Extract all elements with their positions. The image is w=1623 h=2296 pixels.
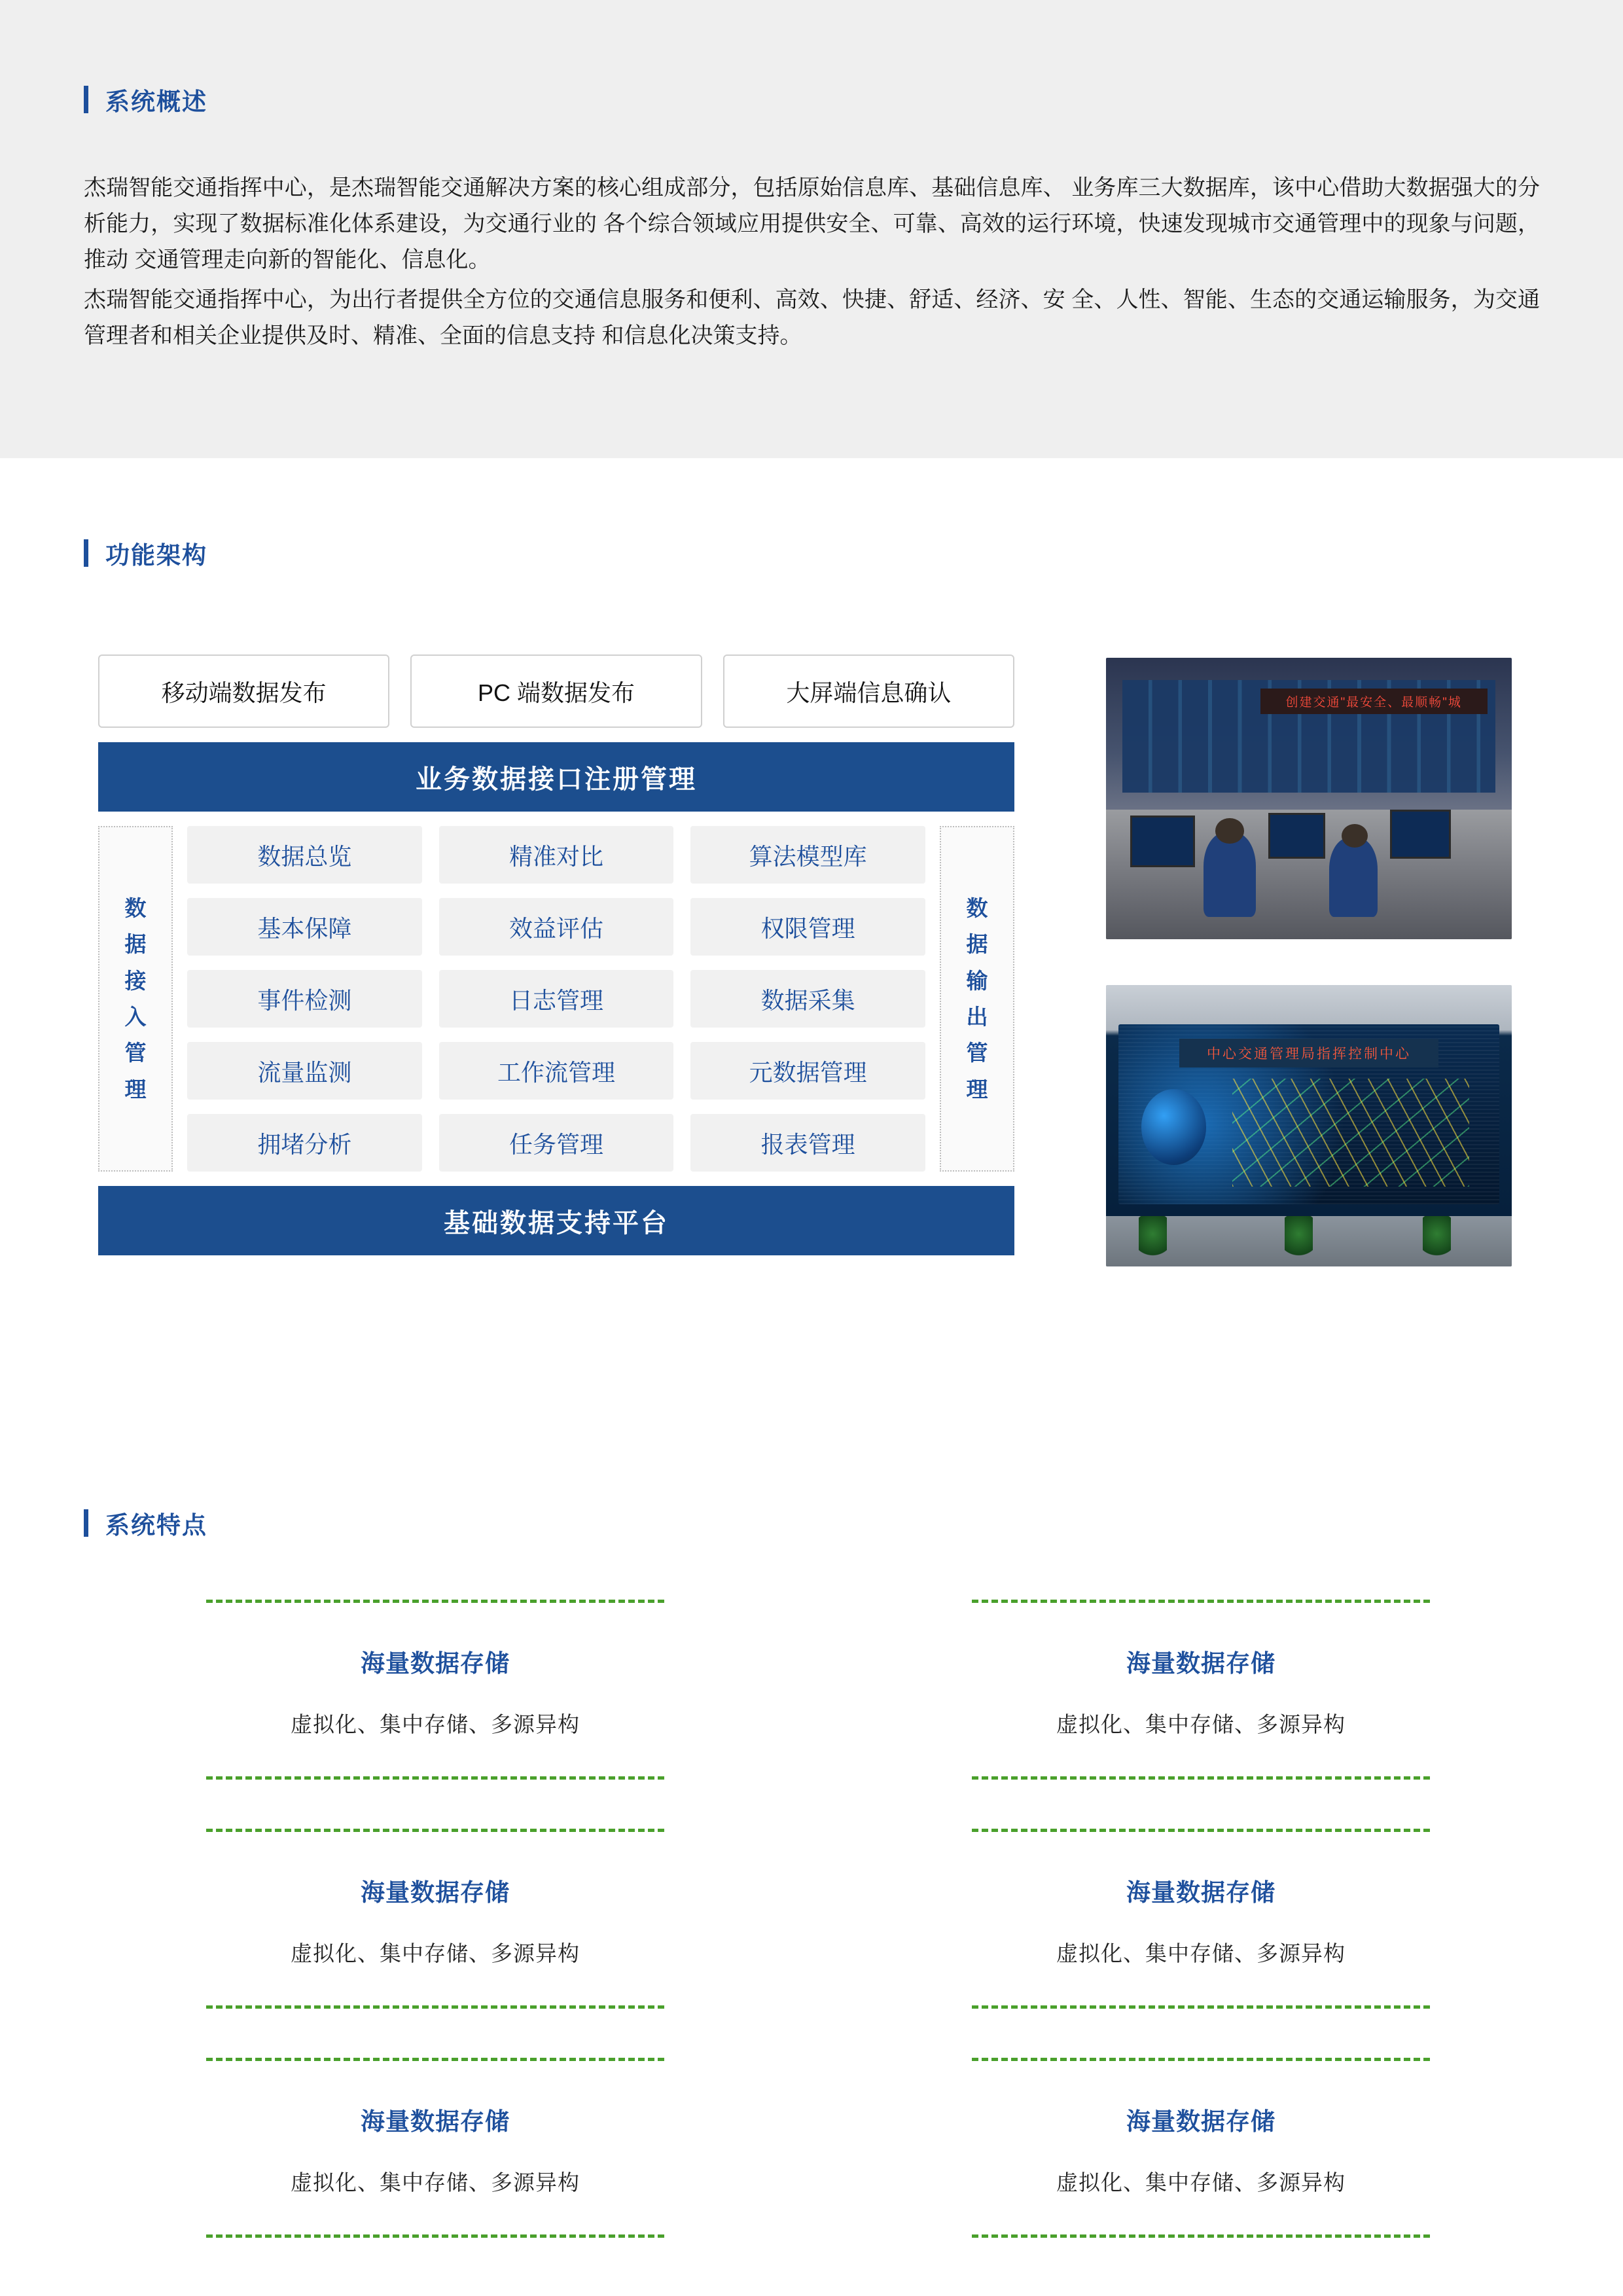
module-cell: 数据总览 [187, 826, 422, 884]
control-room-banner-text: 创建交通"最安全、最顺畅"城 [1260, 689, 1488, 714]
dashed-divider-bottom [206, 2234, 664, 2238]
features-grid [151, 1577, 1486, 2265]
control-room-photo [1106, 658, 1512, 939]
architecture-photos [1106, 658, 1512, 1312]
plant-decor [1423, 1216, 1451, 1261]
feature-card [916, 1806, 1486, 2036]
overview-paragraph-2: 杰瑞智能交通指挥中心，为出行者提供全方位的交通信息服务和便利、高效、快捷、舒适、经济、安 全、人性、智能、生态的交通运输服务，为交通管理者和相关企业提供及时、精准、全面的信息支持 和信息化决策支持。 [84, 287, 1540, 349]
dashed-divider-bottom [206, 1776, 664, 1780]
feature-heading: 海量数据存储 [1126, 2108, 1275, 2135]
module-grid [187, 826, 925, 1172]
data-input-management-column [98, 826, 173, 1172]
dashed-divider-top [972, 1600, 1430, 1603]
channel-pc: PC 端数据发布 [410, 655, 702, 728]
module-cell: 权限管理 [690, 898, 925, 956]
dashed-divider-top [206, 1600, 664, 1603]
module-cell: 日志管理 [439, 970, 674, 1028]
features-section-title [84, 1505, 207, 1541]
architecture-diagram [98, 655, 1014, 1255]
feature-subtitle: 虚拟化、集中存储、多源异构 [291, 1941, 580, 1965]
data-output-management-label: 数 据 输 出 管 理 [966, 895, 988, 1102]
feature-subtitle: 虚拟化、集中存储、多源异构 [291, 1712, 580, 1736]
module-cell: 基本保障 [187, 898, 422, 956]
module-cell: 数据采集 [690, 970, 925, 1028]
module-cell: 元数据管理 [690, 1042, 925, 1100]
feature-subtitle: 虚拟化、集中存储、多源异构 [1056, 1941, 1346, 1965]
module-cell: 效益评估 [439, 898, 674, 956]
module-cell: 精准对比 [439, 826, 674, 884]
dashed-divider-top [206, 1829, 664, 1832]
publish-channel-row [98, 655, 1014, 728]
overview-section-title [84, 82, 207, 117]
dashed-divider-bottom [972, 2005, 1430, 2009]
globe-graphic [1141, 1089, 1206, 1165]
feature-subtitle: 虚拟化、集中存储、多源异构 [1056, 2170, 1346, 2195]
module-cell: 事件检测 [187, 970, 422, 1028]
led-wall-photo [1106, 985, 1512, 1266]
traffic-map-graphic [1232, 1079, 1469, 1187]
module-cell: 报表管理 [690, 1114, 925, 1172]
overview-body [84, 170, 1540, 358]
section-accent-bar [84, 1509, 88, 1537]
monitor-icon [1390, 810, 1451, 859]
dashed-divider-bottom [206, 2005, 664, 2009]
interface-registration-band: 业务数据接口注册管理 [98, 742, 1014, 812]
dashed-divider-top [206, 2058, 664, 2061]
dashed-divider-top [972, 2058, 1430, 2061]
dashed-divider-bottom [972, 2234, 1430, 2238]
modules-row [98, 826, 1014, 1172]
monitor-icon [1268, 813, 1325, 859]
module-cell: 任务管理 [439, 1114, 674, 1172]
feature-heading: 海量数据存储 [1126, 1650, 1275, 1677]
module-cell: 算法模型库 [690, 826, 925, 884]
feature-heading: 海量数据存储 [1126, 1879, 1275, 1906]
operator-figure [1204, 833, 1257, 917]
section-accent-bar [84, 86, 88, 113]
feature-card [916, 2036, 1486, 2265]
led-screen [1118, 1024, 1500, 1204]
led-banner-text: 中心交通管理局指挥控制中心 [1179, 1039, 1438, 1067]
operator-head [1342, 824, 1368, 848]
base-platform-band: 基础数据支持平台 [98, 1186, 1014, 1255]
monitor-icon [1130, 816, 1195, 867]
operator-figure [1329, 838, 1378, 916]
overview-paragraph-1: 杰瑞智能交通指挥中心，是杰瑞智能交通解决方案的核心组成部分，包括原始信息库、基础信息库、 业务库三大数据库，该中心借助大数据强大的分析能力，实现了数据标准化体系建设，为交通行业的 各个综合领域应用提供安全、可靠、高效的运行环境，快速发现城市交通管理中的现象与问题，推动 交通管理走向新的智能化、信息化。 [84, 175, 1540, 273]
section-accent-bar [84, 539, 88, 567]
dashed-divider-bottom [972, 1776, 1430, 1780]
feature-heading: 海量数据存储 [361, 2108, 510, 2135]
feature-subtitle: 虚拟化、集中存储、多源异构 [1056, 1712, 1346, 1736]
feature-heading: 海量数据存储 [361, 1879, 510, 1906]
features-title-text: 系统特点 [105, 1512, 207, 1539]
dashed-divider-top [972, 1829, 1430, 1832]
feature-card [151, 1806, 720, 2036]
module-cell: 工作流管理 [439, 1042, 674, 1100]
feature-subtitle: 虚拟化、集中存储、多源异构 [291, 2170, 580, 2195]
module-cell: 拥堵分析 [187, 1114, 422, 1172]
plant-decor [1139, 1216, 1167, 1261]
overview-title-text: 系统概述 [105, 88, 207, 115]
channel-mobile: 移动端数据发布 [98, 655, 389, 728]
architecture-section-title [84, 535, 207, 571]
feature-card [916, 1577, 1486, 1806]
data-output-management-column [940, 826, 1014, 1172]
feature-heading: 海量数据存储 [361, 1650, 510, 1677]
channel-bigscreen: 大屏端信息确认 [723, 655, 1014, 728]
plant-decor [1285, 1216, 1313, 1261]
operator-head [1215, 818, 1243, 844]
architecture-title-text: 功能架构 [105, 542, 207, 569]
module-cell: 流量监测 [187, 1042, 422, 1100]
feature-card [151, 1577, 720, 1806]
data-input-management-label: 数 据 接 入 管 理 [124, 895, 147, 1102]
feature-card [151, 2036, 720, 2265]
